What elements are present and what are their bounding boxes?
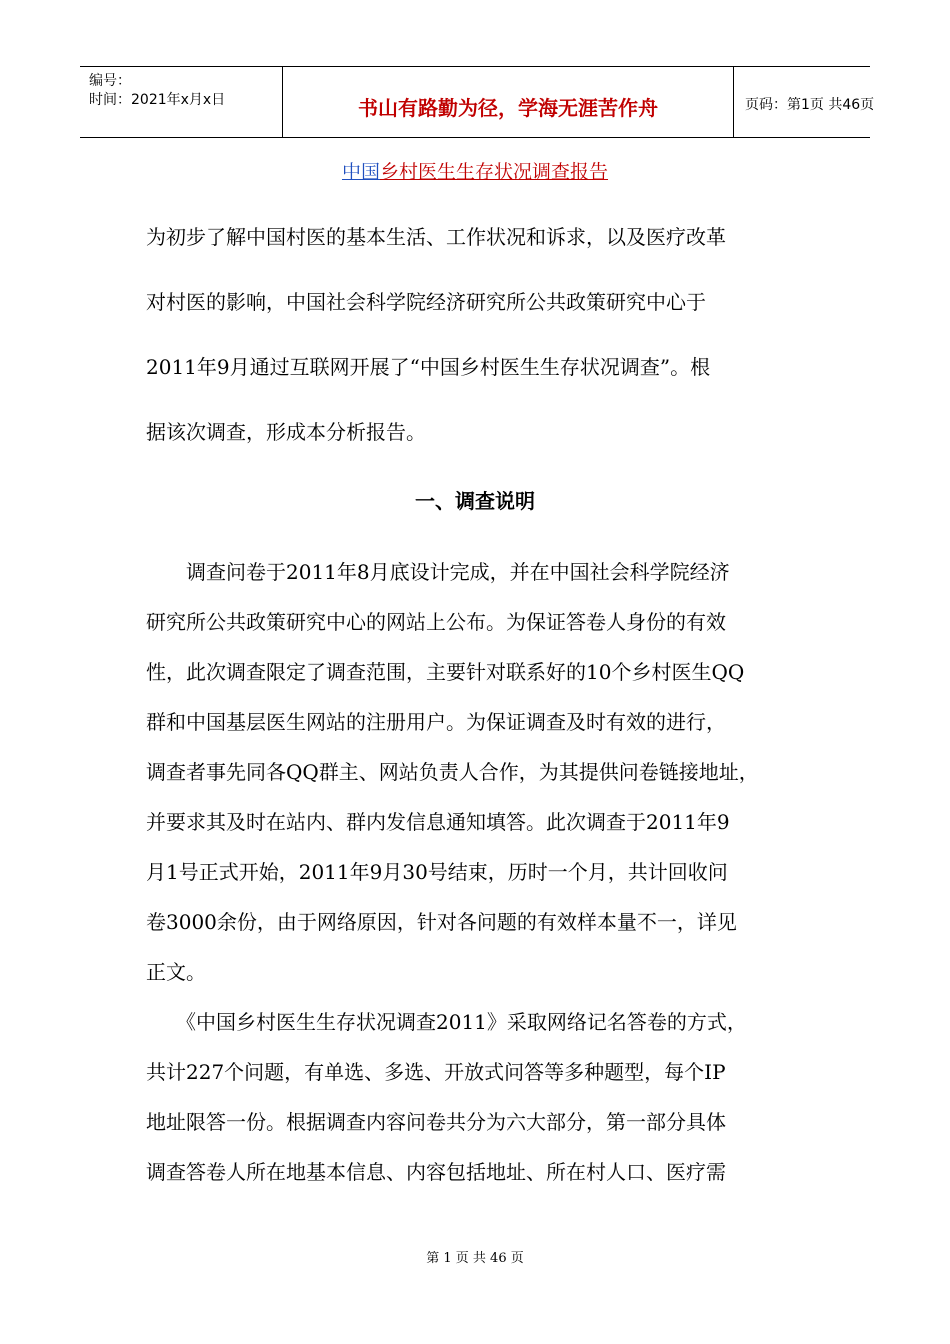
paragraph-line: 月1号正式开始，2011年9月30号结束，历时一个月，共计回收问 <box>146 860 728 884</box>
header-right-cell <box>733 67 875 137</box>
page-footer: 第 1 页 共 46 页 <box>426 1251 524 1266</box>
document-header <box>80 66 875 138</box>
intro-line: 对村医的影响，中国社会科学院经济研究所公共政策研究中心于 <box>146 290 706 314</box>
paragraph-line: 并要求其及时在站内、群内发信息通知填答。此次调查于2011年9 <box>146 810 730 834</box>
section-heading: 一、调查说明 <box>415 489 535 513</box>
paragraph-line: 调查答卷人所在地基本信息、内容包括地址、所在村人口、医疗需 <box>146 1160 726 1184</box>
paragraph-line: 性，此次调查限定了调查范围，主要针对联系好的10个乡村医生QQ <box>146 660 745 684</box>
intro-line: 据该次调查，形成本分析报告。 <box>146 420 426 444</box>
title-part-2[interactable]: 乡村医生生存状况调查报告 <box>380 161 609 183</box>
intro-line: 为初步了解中国村医的基本生活、工作状况和诉求，以及医疗改革 <box>146 225 726 249</box>
paragraph-line: 《中国乡村医生生存状况调查2011》采取网络记名答卷的方式， <box>146 1010 747 1034</box>
number-label: 编号： <box>89 73 131 89</box>
report-title[interactable] <box>0 157 950 184</box>
paragraph-line: 群和中国基层医生网站的注册用户。为保证调查及时有效的进行， <box>146 710 726 734</box>
page-info: 页码：第1页 共46页 <box>745 97 875 113</box>
paragraph-line: 卷3000余份，由于网络原因，针对各问题的有效样本量不一，详见 <box>146 910 737 934</box>
header-left-cell <box>80 67 282 137</box>
paragraph-line: 调查问卷于2011年8月底设计完成，并在中国社会科学院经济 <box>146 560 730 584</box>
header-middle-cell <box>282 67 734 137</box>
time-label: 时间：2021年x月x日 <box>89 92 226 108</box>
paragraph-line: 共计227个问题，有单选、多选、开放式问答等多种题型，每个IP <box>146 1060 726 1084</box>
paragraph-line: 正文。 <box>146 960 206 984</box>
paragraph-line: 调查者事先同各QQ群主、网站负责人合作，为其提供问卷链接地址， <box>146 760 759 784</box>
motto: 书山有路勤为径，学海无涯苦作舟 <box>358 96 658 120</box>
paragraph-line: 地址限答一份。根据调查内容问卷共分为六大部分，第一部分具体 <box>146 1110 726 1134</box>
intro-line: 2011年9月通过互联网开展了“中国乡村医生生存状况调查”。根 <box>146 355 711 379</box>
title-part-1[interactable]: 中国 <box>341 161 380 183</box>
paragraph-line: 研究所公共政策研究中心的网站上公布。为保证答卷人身份的有效 <box>146 610 726 634</box>
